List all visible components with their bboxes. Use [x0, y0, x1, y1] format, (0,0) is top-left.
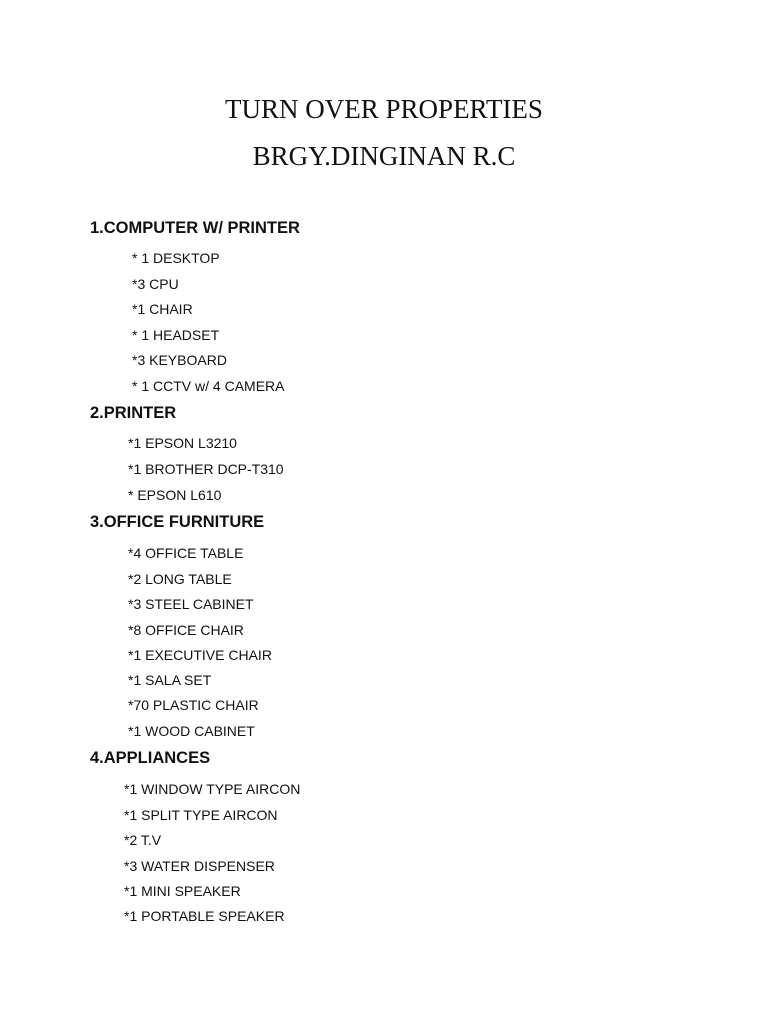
list-item: *1 SPLIT TYPE AIRCON — [124, 807, 278, 823]
list-item: *1 WINDOW TYPE AIRCON — [124, 781, 301, 797]
list-item: *8 OFFICE CHAIR — [128, 622, 244, 638]
list-item: *3 STEEL CABINET — [128, 596, 254, 612]
section-heading-appliances: 4.APPLIANCES — [90, 749, 211, 767]
list-item: *4 OFFICE TABLE — [128, 545, 244, 561]
list-item: *3 WATER DISPENSER — [124, 858, 275, 874]
list-item: * 1 HEADSET — [132, 327, 220, 343]
list-item: *1 BROTHER DCP-T310 — [128, 461, 284, 477]
list-item: *1 EXECUTIVE CHAIR — [128, 647, 272, 663]
list-item: * EPSON L610 — [128, 487, 222, 503]
section-heading-office-furniture: 3.OFFICE FURNITURE — [90, 513, 265, 531]
section-heading-printer: 2.PRINTER — [90, 404, 177, 422]
list-item: * 1 CCTV w/ 4 CAMERA — [132, 378, 285, 394]
list-item: *1 SALA SET — [128, 672, 212, 688]
list-item: *3 KEYBOARD — [132, 352, 227, 368]
section-heading-computer: 1.COMPUTER W/ PRINTER — [90, 219, 300, 237]
list-item: *70 PLASTIC CHAIR — [128, 697, 259, 713]
list-item: *1 PORTABLE SPEAKER — [124, 908, 285, 924]
document-subtitle: BRGY.DINGINAN R.C — [252, 141, 516, 171]
list-item: * 1 DESKTOP — [132, 250, 220, 266]
list-item: *1 MINI SPEAKER — [124, 883, 241, 899]
list-item: *2 LONG TABLE — [128, 571, 232, 587]
list-item: *1 WOOD CABINET — [128, 723, 255, 739]
list-item: *3 CPU — [132, 276, 179, 292]
list-item: *1 CHAIR — [132, 301, 193, 317]
document-title: TURN OVER PROPERTIES — [225, 94, 543, 124]
list-item: *2 T.V — [124, 832, 162, 848]
list-item: *1 EPSON L3210 — [128, 435, 237, 451]
